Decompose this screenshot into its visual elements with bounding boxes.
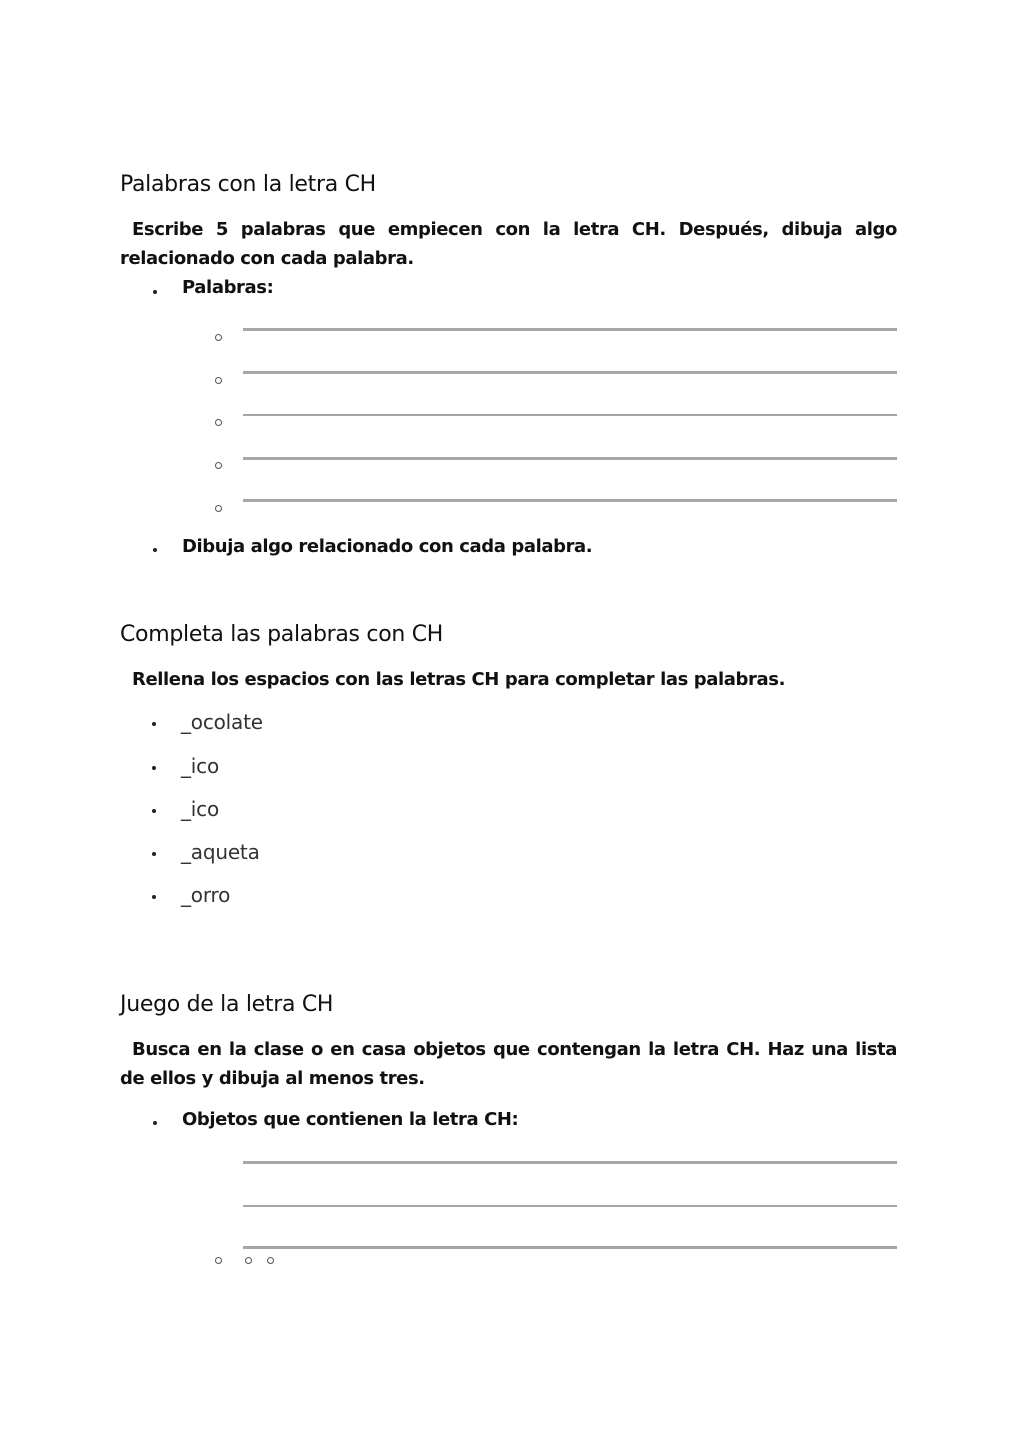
answer-line-1[interactable] [243,328,897,331]
instructions-text: Busca en la clase o en casa objetos que contengan la letra CH. Haz una lista de ellos y dibuja al menos tres. [120,1039,897,1089]
bullet-icon [153,1121,157,1125]
word-item: _ico [181,797,219,821]
instructions-text: Escribe 5 palabras que empiecen con la letra CH. Después, dibuja algo relacionado con cada palabra. [120,219,897,269]
sub-bullet-circle-icon [215,462,222,469]
sub-bullet-circle-icon [215,377,222,384]
sub-bullet-circle-icon [245,1257,252,1264]
bullet-icon [152,722,156,726]
sub-bullet-circle-icon [267,1257,274,1264]
section-title: Juego de la letra CH [120,992,334,1017]
bullet-label-dibuja: Dibuja algo relacionado con cada palabra. [182,536,593,557]
section-instructions [120,665,897,694]
section-instructions [120,215,897,273]
object-line-2[interactable] [243,1205,897,1207]
bullet-icon [152,766,156,770]
word-item: _orro [181,883,231,907]
bullet-label-palabras: Palabras: [182,277,274,298]
answer-line-4[interactable] [243,457,897,460]
instructions-text: Rellena los espacios con las letras CH para completar las palabras. [132,669,786,690]
bullet-icon [152,809,156,813]
bullet-icon [153,548,157,552]
sub-bullet-circle-icon [215,505,222,512]
word-item: _ico [181,754,219,778]
section-instructions [120,1035,897,1093]
bullet-icon [152,895,156,899]
sub-bullet-circle-icon [215,334,222,341]
word-item: _ocolate [181,710,263,734]
bullet-label-objetos: Objetos que contienen la letra CH: [182,1109,519,1130]
sub-bullet-circle-icon [215,419,222,426]
answer-line-5[interactable] [243,499,897,502]
sub-bullet-circle-icon [215,1257,222,1264]
section-title: Palabras con la letra CH [120,172,376,197]
bullet-icon [153,290,157,294]
bullet-icon [152,852,156,856]
object-line-3[interactable] [243,1246,897,1249]
object-line-1[interactable] [243,1161,897,1164]
word-item: _aqueta [181,840,260,864]
section-title: Completa las palabras con CH [120,622,443,647]
answer-line-3[interactable] [243,414,897,416]
answer-line-2[interactable] [243,371,897,374]
